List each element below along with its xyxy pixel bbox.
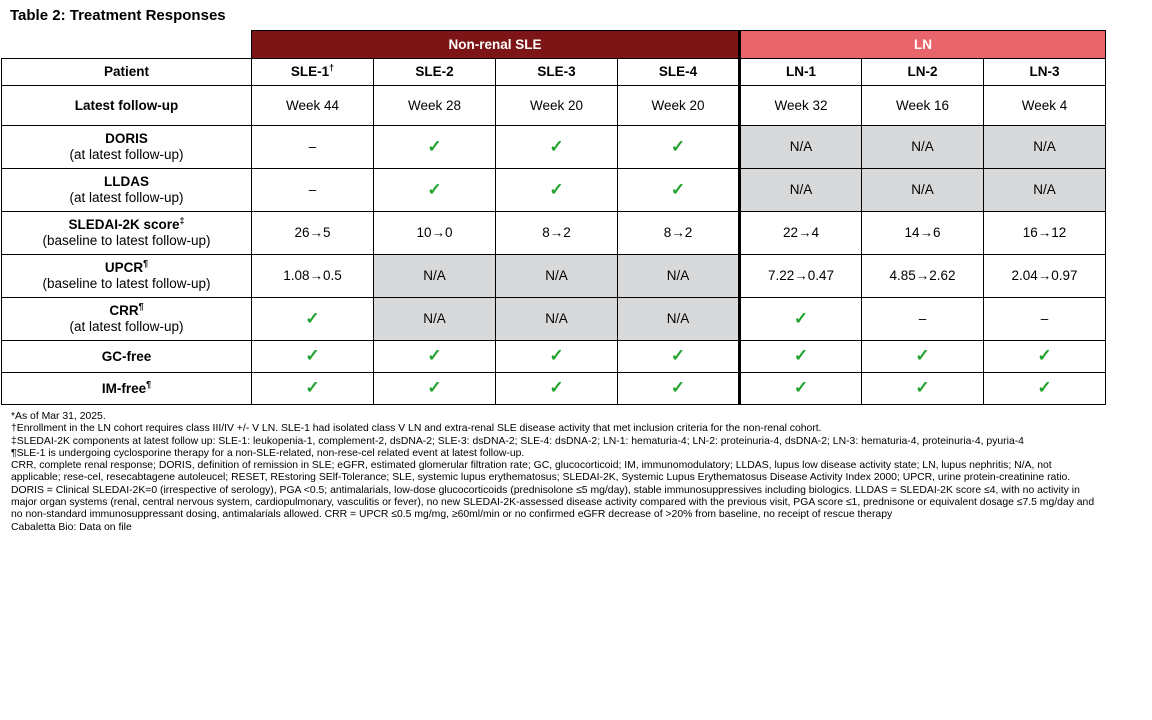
checkmark-icon: ✓ [305,308,320,328]
table-cell [618,255,740,298]
cell-value: 10→0 [416,225,453,240]
table-cell [374,212,496,255]
footnote-line: CRR, complete renal response; DORIS, definition of remission in SLE; eGFR, estimated glomerular filtration rate; GC, glucocorticoid; IM, immunomodulatory; LLDAS, lupus low disease activity state; LN, lupus nephritis; N/A, not applicable; rese-cel, resecabtagene autoleucel; RESET, REstoring SElf-Tolerance; SLE, systemic lupus erythematosus; SLEDAI-2K, Systemic Lupus Erythematosus Disease Activity Index 2000; UPCR, urine protein-creatinine ratio. [11,460,1071,484]
column-header-label: SLE-1 [290,64,330,79]
table-row [2,126,1106,169]
cell-value: Week 32 [774,97,828,113]
column-header-sle-4 [618,59,740,86]
cell-value: N/A [789,139,813,154]
checkmark-icon: ✓ [427,136,442,156]
table-cell [618,373,740,405]
cell-value: Week 4 [1021,97,1068,113]
checkmark-icon: ✓ [670,378,686,397]
cell-value: N/A [1033,139,1056,154]
cell-value: Week 44 [285,97,340,113]
row-header [2,341,252,373]
table-cell [984,86,1106,126]
footnote-line: *As of Mar 31, 2025. [11,411,106,422]
table-row [2,169,1106,212]
table-cell [984,169,1106,212]
table-cell [740,298,862,341]
table-cell [252,298,374,341]
column-header-ln-3 [984,59,1106,86]
footnote-line: DORIS = Clinical SLEDAI-2K=0 (irrespective of serology), PGA <0.5; antimalarials, low-dose glucocorticoids (prednisolone ≤5 mg/day), stable immunosuppressives including biologics. LLDAS = SLEDAI-2K score ≤4, with no activity in major organ systems (renal, central nervous system, cardiopulmonary, vasculitis or fever), no new SLEDAI-2K-assessed disease activity compared with the previous visit, PGA score ≤1, prednisone or equivalent dosage ≤7.5 mg/day and no non-standard immunosuppressant dosing, antimalarials allowed. CRR = UPCR ≤0.5 mg/mg, ≥60ml/min or no confirmed eGFR decrease of >20% from baseline, no receipt of rescue therapy [11,484,1095,521]
cell-value: N/A [423,311,446,326]
patient-label: Patient [2,59,252,86]
column-header-label: SLE-4 [658,64,698,79]
table-cell [252,255,374,298]
table-cell [984,373,1106,405]
row-label: IM-free [101,380,147,396]
table-cell [618,298,740,341]
checkmark-icon: ✓ [549,136,564,156]
cell-value: Week 20 [651,97,705,113]
row-label: CRR [109,303,139,318]
cell-value: – [918,311,927,326]
column-header-label: LN-2 [907,64,938,79]
row-label: UPCR [104,260,144,275]
row-label: GC-free [101,348,152,364]
cell-value: 16→12 [1022,225,1067,240]
checkmark-icon: ✓ [427,179,442,199]
table-cell [618,341,740,373]
column-header-sle-1 [252,59,374,86]
treatment-responses-table [1,30,1106,405]
row-sublabel: (at latest follow-up) [69,147,184,162]
footnote-marker: ¶ [146,379,152,389]
table-cell [252,341,374,373]
footnote-line: ¶SLE-1 is undergoing cyclosporine therapy for a non-SLE-related, non-rese-cel related event at latest follow-up. [11,447,525,459]
table-cell [618,86,740,126]
cell-value: N/A [1033,182,1056,197]
cell-value: N/A [545,268,568,283]
table-cell [862,255,984,298]
table-cell [740,255,862,298]
cell-value: 4.85→2.62 [889,268,956,283]
table-cell [374,86,496,126]
table-cell [496,341,618,373]
table-cell [496,255,618,298]
table-cell [252,126,374,169]
checkmark-icon: ✓ [549,179,564,199]
table-cell [984,126,1106,169]
checkmark-icon: ✓ [1037,346,1052,365]
table-cell [496,126,618,169]
column-header-sle-2 [374,59,496,86]
cell-value: 8→2 [663,225,693,240]
table-cell [740,86,862,126]
table-cell [496,212,618,255]
blank-corner [2,31,252,59]
table-row [2,298,1106,341]
row-label: LLDAS [104,174,149,189]
table-cell [252,373,374,405]
row-label: Latest follow-up [74,97,179,113]
table-cell [984,212,1106,255]
table-cell [618,212,740,255]
footnote-line: Cabaletta Bio: Data on file [11,521,132,533]
table-cell [740,126,862,169]
table-cell [374,255,496,298]
cell-value: – [308,182,317,197]
table-cell [374,126,496,169]
row-label: SLEDAI-2K score [68,217,180,232]
table-row [2,341,1106,373]
table-cell [252,86,374,126]
table-row [2,373,1106,405]
table-cell [740,373,862,405]
cell-value: N/A [545,311,568,326]
table-row [2,86,1106,126]
row-header [2,126,252,169]
row-label: DORIS [105,131,148,146]
checkmark-icon: ✓ [549,378,564,397]
table-cell [984,341,1106,373]
cell-value: N/A [423,268,446,283]
row-sublabel: (baseline to latest follow-up) [42,276,211,291]
table-cell [496,86,618,126]
cell-value: Week 20 [529,97,584,113]
table-cell [862,212,984,255]
cell-value: 14→6 [904,225,941,240]
checkmark-icon: ✓ [1037,378,1052,397]
footnote-marker: ¶ [138,301,144,312]
checkmark-icon: ✓ [670,136,686,156]
cell-value: 8→2 [542,225,571,240]
row-sublabel: (at latest follow-up) [69,319,184,334]
table-row [2,212,1106,255]
row-sublabel: (at latest follow-up) [69,190,184,205]
group-header-non-renal-sle: Non-renal SLE [252,31,740,59]
row-header [2,298,252,341]
table-cell [374,373,496,405]
cell-value: – [1040,311,1049,326]
checkmark-icon: ✓ [793,346,809,365]
group-header-row [2,31,1106,59]
footnotes [11,411,1097,534]
table-cell [862,169,984,212]
row-header [2,373,252,405]
row-sublabel: (baseline to latest follow-up) [42,233,211,248]
checkmark-icon: ✓ [915,378,930,397]
row-header [2,255,252,298]
cell-value: 1.08→0.5 [283,268,342,283]
cell-value: 26→5 [294,225,331,240]
checkmark-icon: ✓ [427,378,442,397]
column-header-label: LN-3 [1029,64,1060,79]
column-header-label: LN-1 [786,64,817,79]
checkmark-icon: ✓ [549,346,564,365]
cell-value: 7.22→0.47 [767,268,835,283]
table-cell [374,169,496,212]
footnote-line: †Enrollment in the LN cohort requires class III/IV +/- V LN. SLE-1 had isolated class V LN and extra-renal SLE disease activity that met inclusion criteria for the non-renal cohort. [11,423,822,435]
cell-value: 22→4 [783,225,820,240]
footnote-marker: † [329,62,335,73]
cell-value: Week 16 [896,97,950,113]
table-cell [984,298,1106,341]
table-cell [618,169,740,212]
table-row [2,255,1106,298]
table-cell [496,373,618,405]
table-cell [496,298,618,341]
table-cell [862,298,984,341]
table-title: Table 2: Treatment Responses [10,7,226,24]
table-cell [862,341,984,373]
checkmark-icon: ✓ [793,378,809,397]
footnote-marker: ‡ [179,215,185,226]
column-header-row [2,59,1106,86]
checkmark-icon: ✓ [793,308,809,328]
table-cell [984,255,1106,298]
column-header-label: SLE-3 [537,64,576,79]
column-header-ln-1 [740,59,862,86]
table-cell [862,373,984,405]
table-cell [496,169,618,212]
table-cell [740,341,862,373]
column-header-label: SLE-2 [415,64,454,79]
cell-value: N/A [911,182,934,197]
cell-value: – [308,139,317,154]
column-header-sle-3 [496,59,618,86]
table-cell [740,169,862,212]
footnote-marker: ¶ [143,258,149,269]
table-cell [374,298,496,341]
checkmark-icon: ✓ [305,346,320,365]
cell-value: N/A [911,139,934,154]
table-cell [252,212,374,255]
checkmark-icon: ✓ [670,346,686,365]
checkmark-icon: ✓ [427,346,442,365]
row-header [2,169,252,212]
row-header [2,86,252,126]
table-cell [618,126,740,169]
column-header-ln-2 [862,59,984,86]
table-cell [252,169,374,212]
checkmark-icon: ✓ [670,179,686,199]
footnote-line: ‡SLEDAI-2K components at latest follow up: SLE-1: leukopenia-1, complement-2, dsDNA-2; SLE-3: dsDNA-2; SLE-4: dsDNA-2; LN-1: hematuria-4; LN-2: proteinuria-4, dsDNA-2; LN-3: hematuria-4, proteinuria-4, pyuria-4 [11,435,1024,447]
row-header [2,212,252,255]
cell-value: N/A [789,182,813,197]
table-cell [740,212,862,255]
checkmark-icon: ✓ [305,378,320,397]
group-header-ln: LN [740,31,1106,59]
checkmark-icon: ✓ [915,346,930,365]
table-cell [862,126,984,169]
cell-value: Week 28 [407,97,462,113]
table-cell [862,86,984,126]
cell-value: N/A [666,311,690,326]
cell-value: N/A [666,268,690,283]
cell-value: 2.04→0.97 [1011,268,1078,283]
table-cell [374,341,496,373]
